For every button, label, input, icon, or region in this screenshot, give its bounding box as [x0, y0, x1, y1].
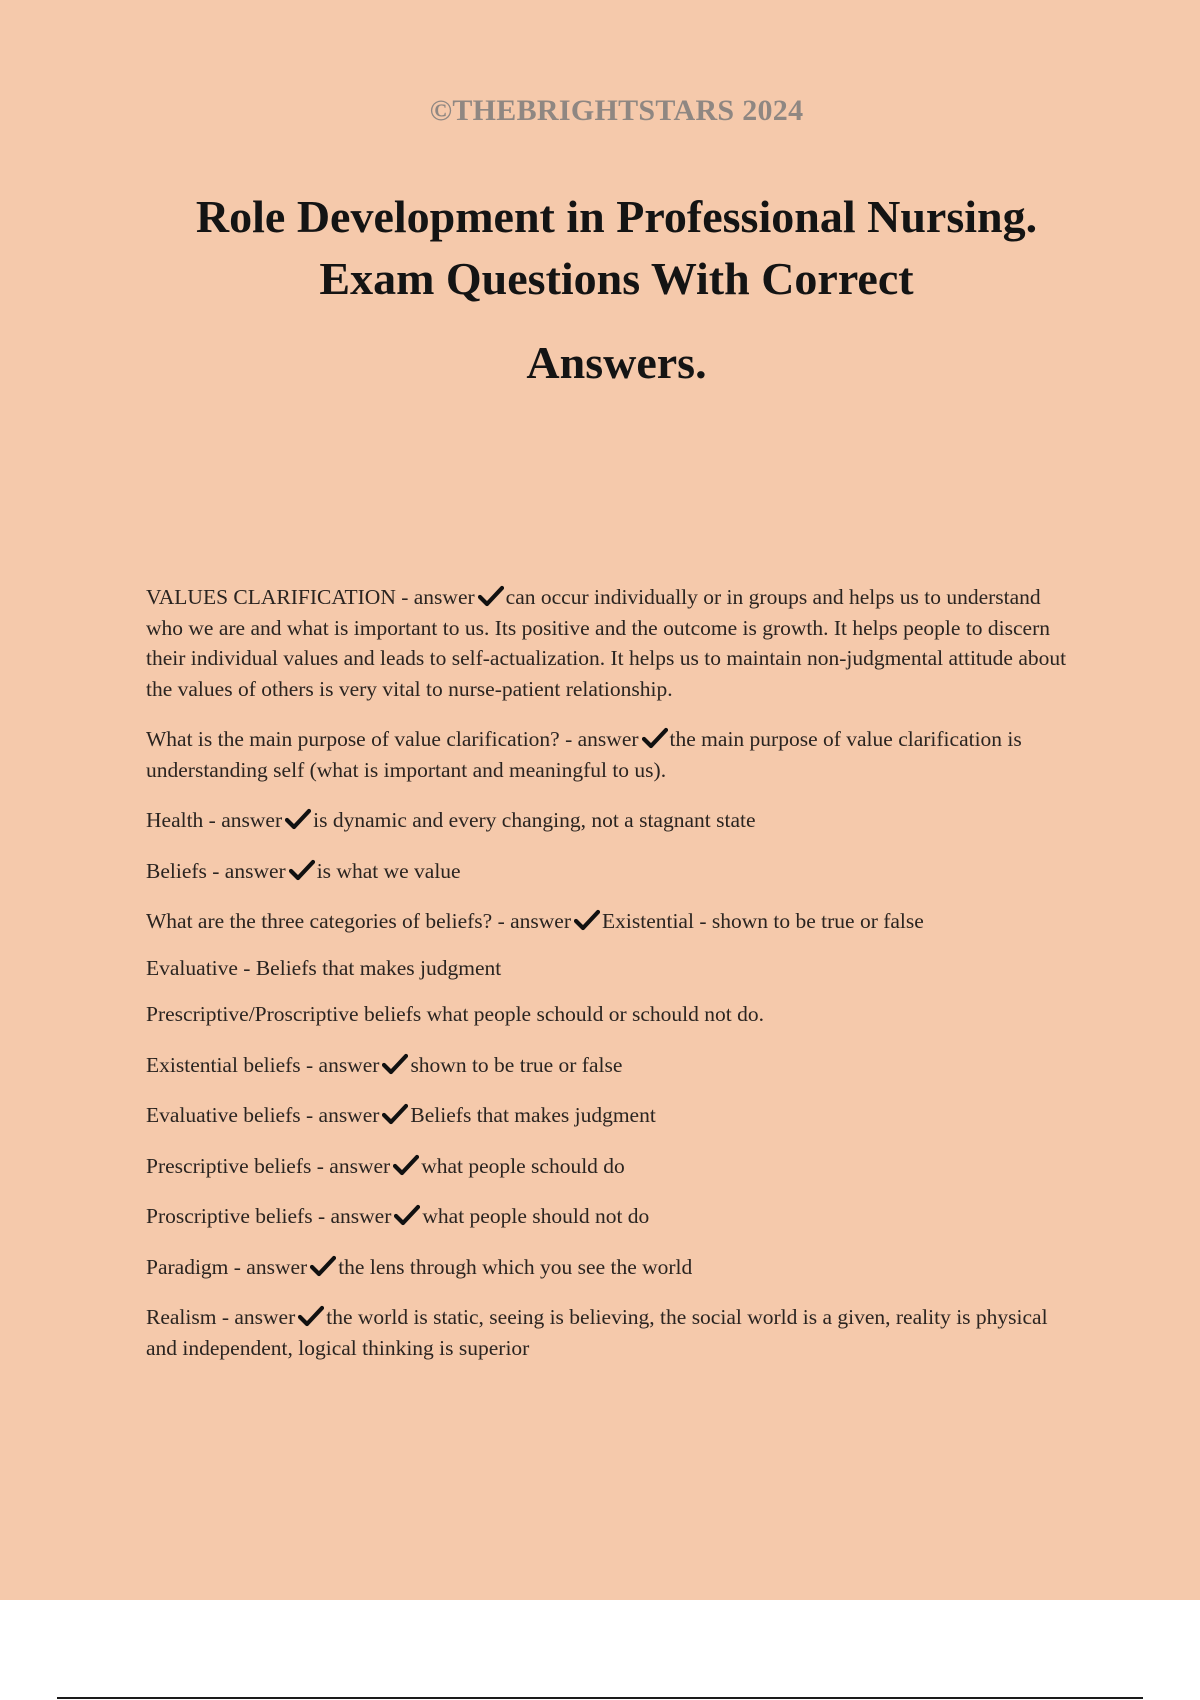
entry-answer: shown to be true or false: [410, 1052, 623, 1077]
title-line-2: Exam Questions With Correct: [319, 253, 914, 304]
qa-entry-prescriptive-beliefs: [146, 1151, 1076, 1182]
entry-term: Prescriptive beliefs - answer: [146, 1153, 391, 1178]
title-line-3: Answers.: [526, 337, 707, 388]
qa-entry-values-clarification: [146, 582, 1076, 704]
entry-term: What is the main purpose of value clarification? - answer: [146, 727, 639, 751]
qa-entry-paradigm: [146, 1252, 1076, 1283]
qa-entry-main-purpose: [146, 724, 1076, 785]
entry-term: Beliefs - answer: [146, 858, 286, 883]
page-bottom-rule: [57, 1697, 1143, 1699]
check-mark-icon: [642, 727, 668, 749]
entry-answer: is dynamic and every changing, not a stagnant state: [313, 808, 756, 832]
entry-answer: can occur individually or in groups and helps us to understand who we are and what is important to us. Its positive and the outcome is growth. It helps people to discern their individual values and leads to self-actualization. It helps us to maintain non-judgmental attitude about the values of others is very vital to nurse-patient relationship.: [146, 585, 1067, 701]
entry-term: Proscriptive beliefs - answer: [146, 1204, 392, 1228]
entry-answer: the lens through which you see the world: [338, 1254, 693, 1279]
check-mark-icon: [478, 585, 504, 607]
entry-answer: Beliefs that makes judgment: [410, 1103, 656, 1127]
qa-list: [146, 582, 1076, 1383]
document-title: [0, 186, 1200, 394]
qa-entry-evaluative-beliefs: [146, 1100, 1076, 1131]
check-mark-icon: [394, 1204, 420, 1226]
entry-answer: what people should not do: [422, 1204, 650, 1228]
qa-entry-existential-beliefs: [146, 1050, 1076, 1081]
entry-answer: is what we value: [316, 858, 461, 883]
entry-term: Health - answer: [146, 808, 283, 832]
check-mark-icon: [382, 1103, 408, 1125]
qa-entry-evaluative-line: [146, 953, 1076, 984]
qa-entry-realism: [146, 1302, 1076, 1363]
title-line-1: Role Development in Professional Nursing.: [195, 191, 1038, 242]
entry-answer: the main purpose of value clarification is understanding self (what is important and meaningful to us).: [146, 727, 1022, 782]
check-mark-icon: [285, 808, 311, 830]
check-mark-icon: [382, 1053, 408, 1075]
check-mark-icon: [310, 1255, 336, 1277]
qa-entry-proscriptive-beliefs: [146, 1201, 1076, 1232]
entry-answer: what people schould do: [421, 1153, 625, 1178]
check-mark-icon: [289, 859, 315, 881]
entry-term: Existential beliefs - answer: [146, 1052, 380, 1077]
entry-answer: the world is static, seeing is believing, the social world is a given, reality is physical and independent, logical thinking is superior: [146, 1305, 1048, 1360]
check-mark-icon: [298, 1305, 324, 1327]
check-mark-icon: [574, 909, 600, 931]
entry-term: Paradigm - answer: [146, 1254, 308, 1279]
check-mark-icon: [393, 1154, 419, 1176]
entry-plain-text: Evaluative - Beliefs that makes judgment: [146, 955, 502, 980]
qa-entry-three-categories: [146, 906, 1076, 937]
qa-entry-prescriptive-line: [146, 999, 1076, 1030]
entry-term: VALUES CLARIFICATION - answer: [146, 585, 475, 609]
entry-term: What are the three categories of beliefs? - answer: [146, 909, 571, 933]
copyright-notice: ©THEBRIGHTSTARS 2024: [429, 94, 804, 127]
qa-entry-beliefs: [146, 856, 1076, 887]
entry-answer: Existential - shown to be true or false: [602, 909, 924, 933]
entry-term: Evaluative beliefs - answer: [146, 1103, 380, 1127]
entry-term: Realism - answer: [146, 1305, 296, 1329]
qa-entry-health: [146, 805, 1076, 836]
entry-plain-text: Prescriptive/Proscriptive beliefs what people schould or schould not do.: [146, 1002, 764, 1026]
